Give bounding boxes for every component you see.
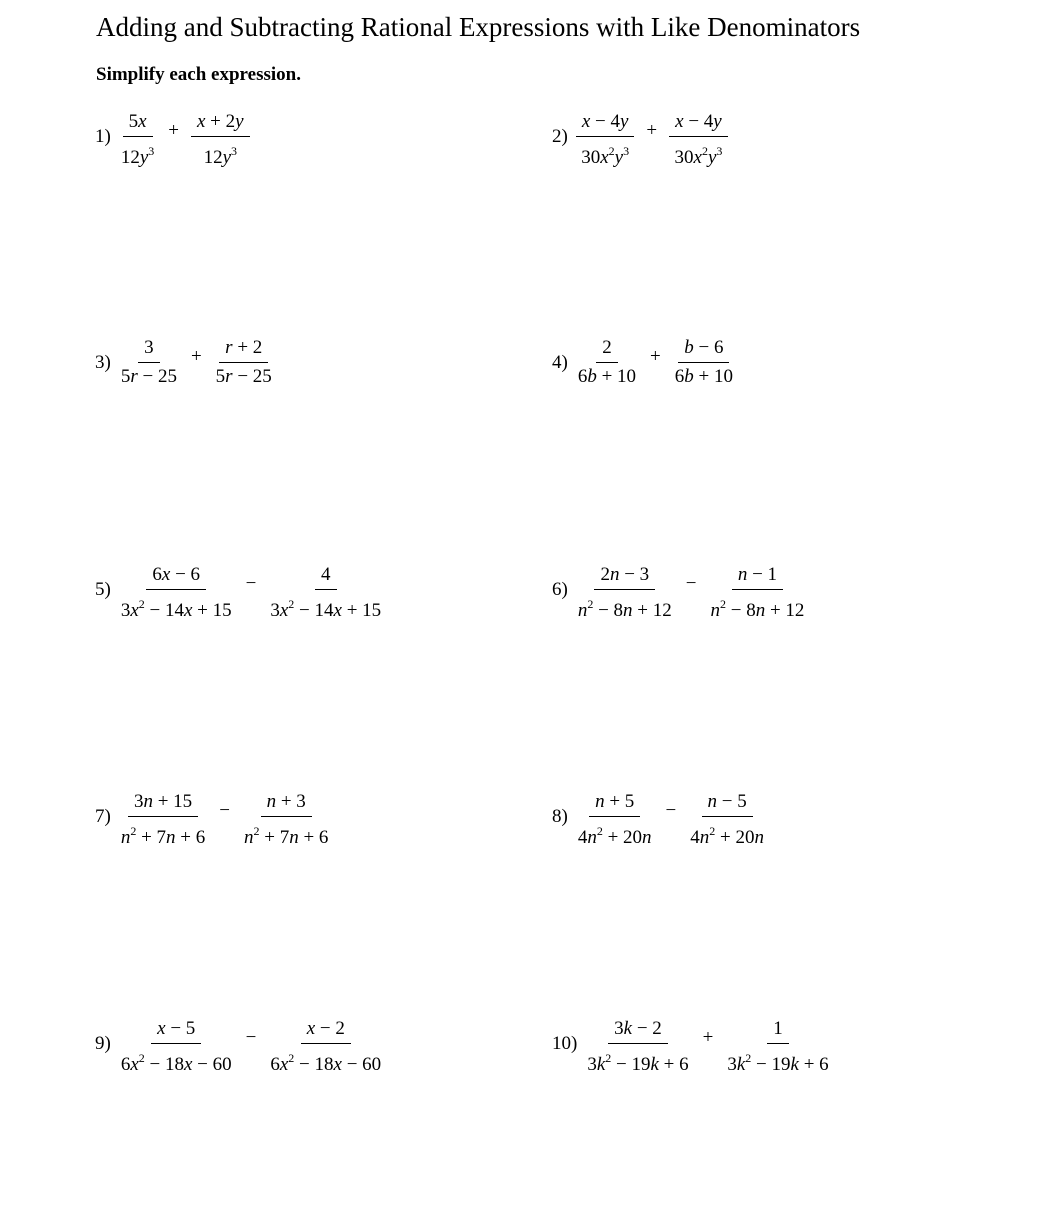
fraction-left <box>572 788 658 848</box>
denominator: $3k^2 - 19k + 6$ <box>587 1051 689 1075</box>
operator: − <box>245 572 257 594</box>
worksheet-title: Adding and Subtracting Rational Expressions with Like Denominators <box>96 12 861 42</box>
fraction-right <box>684 788 770 848</box>
problem-8 <box>552 788 770 848</box>
problem-3 <box>95 334 278 391</box>
fraction-right <box>187 108 254 168</box>
problem-5 <box>95 561 387 621</box>
operator: + <box>702 1026 714 1048</box>
operator: − <box>245 1026 257 1048</box>
numerator: b − 6 <box>678 334 729 363</box>
problem-2 <box>552 108 732 168</box>
numerator: x − 5 <box>151 1015 201 1044</box>
numerator: n − 1 <box>732 561 783 590</box>
denominator: $4n^2 + 20n$ <box>577 824 652 848</box>
denominator: $n^2 - 8n + 12$ <box>577 597 672 621</box>
fraction-right <box>264 561 387 621</box>
problem-number: 10) <box>552 1032 578 1054</box>
denominator: $3x^2 - 14x + 15$ <box>120 597 232 621</box>
denominator: $4n^2 + 20n$ <box>690 824 764 848</box>
problem-number: 2) <box>552 125 568 147</box>
denominator: $30x^2y^3$ <box>581 144 630 168</box>
fraction-left <box>581 1015 694 1075</box>
denominator: $12y^3$ <box>203 144 237 168</box>
instructions: Simplify each expression. <box>96 64 301 85</box>
denominator: $12y^3$ <box>120 144 155 168</box>
operator: + <box>646 119 658 141</box>
operator: + <box>168 119 179 141</box>
numerator: r + 2 <box>219 334 268 363</box>
numerator: x − 4y <box>669 108 728 137</box>
numerator: n + 3 <box>261 788 312 817</box>
problem-4 <box>552 334 739 391</box>
denominator: $6x^2 - 18x - 60$ <box>270 1051 382 1075</box>
fraction-right <box>704 561 810 621</box>
numerator: 3 <box>138 334 160 363</box>
denominator: 5r − 25 <box>215 366 272 387</box>
problem-number: 8) <box>552 805 568 827</box>
denominator: $3k^2 - 19k + 6$ <box>727 1051 829 1075</box>
denominator: $30x^2y^3$ <box>674 144 723 168</box>
fraction-right <box>665 108 732 168</box>
denominator: $6x^2 - 18x - 60$ <box>120 1051 232 1075</box>
fraction-left <box>115 1015 238 1075</box>
problem-number: 6) <box>552 578 568 600</box>
fraction-left <box>115 788 211 848</box>
problem-7 <box>95 788 334 848</box>
operator: − <box>665 799 677 821</box>
fraction-left <box>572 561 678 621</box>
problem-9 <box>95 1015 387 1075</box>
denominator: $3x^2 - 14x + 15$ <box>270 597 382 621</box>
fraction-left <box>115 561 238 621</box>
denominator: 5r − 25 <box>120 366 177 387</box>
fraction-right <box>669 334 739 391</box>
denominator: 6b + 10 <box>577 366 637 387</box>
operator: − <box>219 799 230 821</box>
problem-10 <box>552 1015 835 1075</box>
problem-1 <box>95 108 254 168</box>
numerator: 4 <box>315 561 337 590</box>
numerator: 3k − 2 <box>608 1015 668 1044</box>
problem-number: 3) <box>95 351 111 373</box>
operator: + <box>650 345 661 367</box>
operator: − <box>685 572 697 594</box>
numerator: 5x <box>123 108 153 137</box>
denominator: $n^2 - 8n + 12$ <box>710 597 805 621</box>
numerator: x + 2y <box>191 108 250 137</box>
fraction-left <box>115 334 183 391</box>
fraction-right <box>264 1015 387 1075</box>
numerator: 6x − 6 <box>146 561 206 590</box>
fraction-left <box>572 108 639 168</box>
numerator: x − 2 <box>301 1015 351 1044</box>
problem-number: 7) <box>95 805 111 827</box>
denominator: $n^2 + 7n + 6$ <box>120 824 206 848</box>
fraction-right <box>238 788 334 848</box>
problem-number: 4) <box>552 351 568 373</box>
operator: + <box>190 345 202 367</box>
fraction-right <box>210 334 278 391</box>
problem-6 <box>552 561 810 621</box>
denominator: 6b + 10 <box>674 366 733 387</box>
fraction-left <box>115 108 160 168</box>
denominator: $n^2 + 7n + 6$ <box>243 824 329 848</box>
numerator: n + 5 <box>589 788 640 817</box>
problem-number: 1) <box>95 125 111 147</box>
numerator: 2n − 3 <box>594 561 655 590</box>
problem-number: 5) <box>95 578 111 600</box>
problem-number: 9) <box>95 1032 111 1054</box>
numerator: n − 5 <box>702 788 753 817</box>
numerator: 1 <box>767 1015 789 1044</box>
numerator: 2 <box>596 334 618 363</box>
numerator: 3n + 15 <box>128 788 198 817</box>
numerator: x − 4y <box>576 108 635 137</box>
fraction-left <box>572 334 642 391</box>
fraction-right <box>721 1015 834 1075</box>
